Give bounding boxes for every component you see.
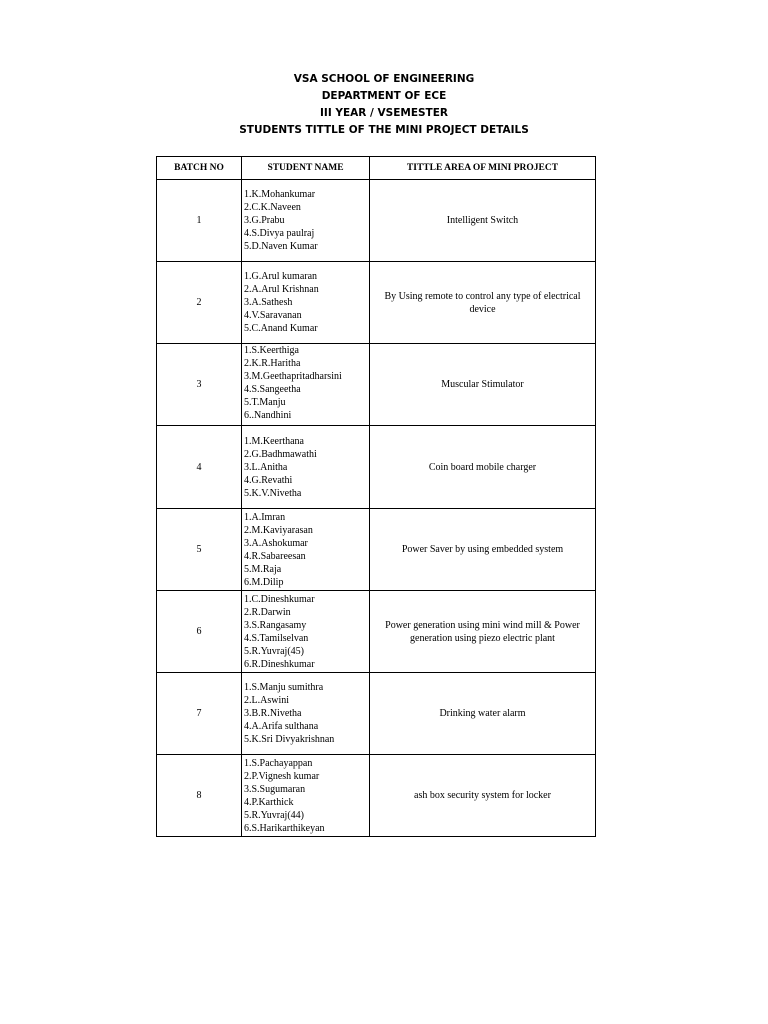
student-name: 2.C.K.Naveen xyxy=(244,202,301,213)
student-name: 5.K.V.Nivetha xyxy=(244,487,302,499)
document-header xyxy=(0,71,768,139)
student-name: 1.S.Pachayappan xyxy=(244,757,313,769)
project-title: By Using remote to control any type of electrical device xyxy=(370,262,596,344)
student-name: 4.G.Revathi xyxy=(244,474,293,486)
mini-project-table xyxy=(156,156,596,837)
batch-number: 2 xyxy=(157,262,242,344)
column-header-project-title: TITTLE AREA OF MINI PROJECT xyxy=(370,157,596,180)
student-name: 3.S.Sugumaran xyxy=(244,783,306,795)
student-name: 4.S.Tamilselvan xyxy=(244,632,309,644)
student-name: 5.D.Naven Kumar xyxy=(244,241,318,252)
student-name: 2.P.Vignesh kumar xyxy=(244,770,320,782)
table-row xyxy=(157,262,596,344)
student-name: 4.S.Divya paulraj xyxy=(244,228,315,239)
student-names-cell xyxy=(242,426,370,509)
student-name: 5.K.Sri Divyakrishnan xyxy=(244,734,335,745)
batch-number: 7 xyxy=(157,673,242,755)
student-name: 1.S.Manju sumithra xyxy=(244,682,324,693)
document-title: STUDENTS TITTLE OF THE MINI PROJECT DETAILS xyxy=(239,124,529,136)
student-name: 6.R.Dineshkumar xyxy=(244,658,315,670)
student-names-cell xyxy=(242,755,370,837)
student-name: 3.A.Ashokumar xyxy=(244,537,308,549)
student-name: 3.G.Prabu xyxy=(244,215,285,226)
student-names-cell xyxy=(242,509,370,591)
student-names-cell xyxy=(242,344,370,426)
project-title: Drinking water alarm xyxy=(370,673,596,755)
column-header-student-name: STUDENT NAME xyxy=(242,157,370,180)
project-title: ash box security system for locker xyxy=(370,755,596,837)
table-row xyxy=(157,755,596,837)
batch-number: 5 xyxy=(157,509,242,591)
student-name: 2.K.R.Haritha xyxy=(244,357,301,369)
column-header-batch: BATCH NO xyxy=(157,157,242,180)
batch-number: 4 xyxy=(157,426,242,509)
student-name: 3.M.Geethapritadharsini xyxy=(244,370,342,382)
student-names-cell xyxy=(242,180,370,262)
student-name: 4.R.Sabareesan xyxy=(244,550,306,562)
project-title: Intelligent Switch xyxy=(370,180,596,262)
student-name: 1.M.Keerthana xyxy=(244,435,304,447)
student-name: 2.R.Darwin xyxy=(244,606,291,618)
table-body xyxy=(157,180,596,837)
student-name: 4.A.Arifa sulthana xyxy=(244,721,319,732)
student-name: 6.S.Harikarthikeyan xyxy=(244,822,325,834)
student-name: 4.V.Saravanan xyxy=(244,310,302,321)
student-name: 1.S.Keerthiga xyxy=(244,344,299,356)
project-title: Power generation using mini wind mill & Power generation using piezo electric plant xyxy=(370,591,596,673)
batch-number: 6 xyxy=(157,591,242,673)
student-name: 1.C.Dineshkumar xyxy=(244,593,315,605)
table-row xyxy=(157,180,596,262)
student-name: 1.A.Imran xyxy=(244,511,286,523)
student-name: 4.S.Sangeetha xyxy=(244,383,301,395)
table-row xyxy=(157,426,596,509)
student-names-cell xyxy=(242,673,370,755)
table-row xyxy=(157,509,596,591)
batch-number: 1 xyxy=(157,180,242,262)
student-names-cell xyxy=(242,262,370,344)
student-name: 5.C.Anand Kumar xyxy=(244,323,318,334)
table-row xyxy=(157,344,596,426)
year-semester: III YEAR / VSEMESTER xyxy=(320,107,448,119)
student-name: 5.T.Manju xyxy=(244,396,286,408)
student-name: 4.P.Karthick xyxy=(244,796,294,808)
student-name: 3.L.Anitha xyxy=(244,461,288,473)
student-name: 5.R.Yuvraj(45) xyxy=(244,645,304,657)
student-name: 3.A.Sathesh xyxy=(244,297,293,308)
student-name: 6.M.Dilip xyxy=(244,576,284,588)
student-name: 1.K.Mohankumar xyxy=(244,189,316,200)
student-name: 3.B.R.Nivetha xyxy=(244,708,302,719)
student-name: 5.R.Yuvraj(44) xyxy=(244,809,304,821)
table-header-row xyxy=(157,157,596,180)
batch-number: 8 xyxy=(157,755,242,837)
table-row xyxy=(157,673,596,755)
department-name: DEPARTMENT OF ECE xyxy=(321,90,447,102)
student-names-cell xyxy=(242,591,370,673)
student-name: 2.M.Kaviyarasan xyxy=(244,524,313,536)
school-name: VSA SCHOOL OF ENGINEERING xyxy=(293,73,475,85)
student-name: 6..Nandhini xyxy=(244,409,292,421)
project-title: Coin board mobile charger xyxy=(370,426,596,509)
table-row xyxy=(157,591,596,673)
student-name: 1.G.Arul kumaran xyxy=(244,271,318,282)
student-name: 2.G.Badhmawathi xyxy=(244,448,317,460)
batch-number: 3 xyxy=(157,344,242,426)
student-name: 3.S.Rangasamy xyxy=(244,619,307,631)
student-name: 2.L.Aswini xyxy=(244,695,289,706)
project-title: Power Saver by using embedded system xyxy=(370,509,596,591)
student-name: 5.M.Raja xyxy=(244,563,282,575)
student-name: 2.A.Arul Krishnan xyxy=(244,284,319,295)
project-title: Muscular Stimulator xyxy=(370,344,596,426)
